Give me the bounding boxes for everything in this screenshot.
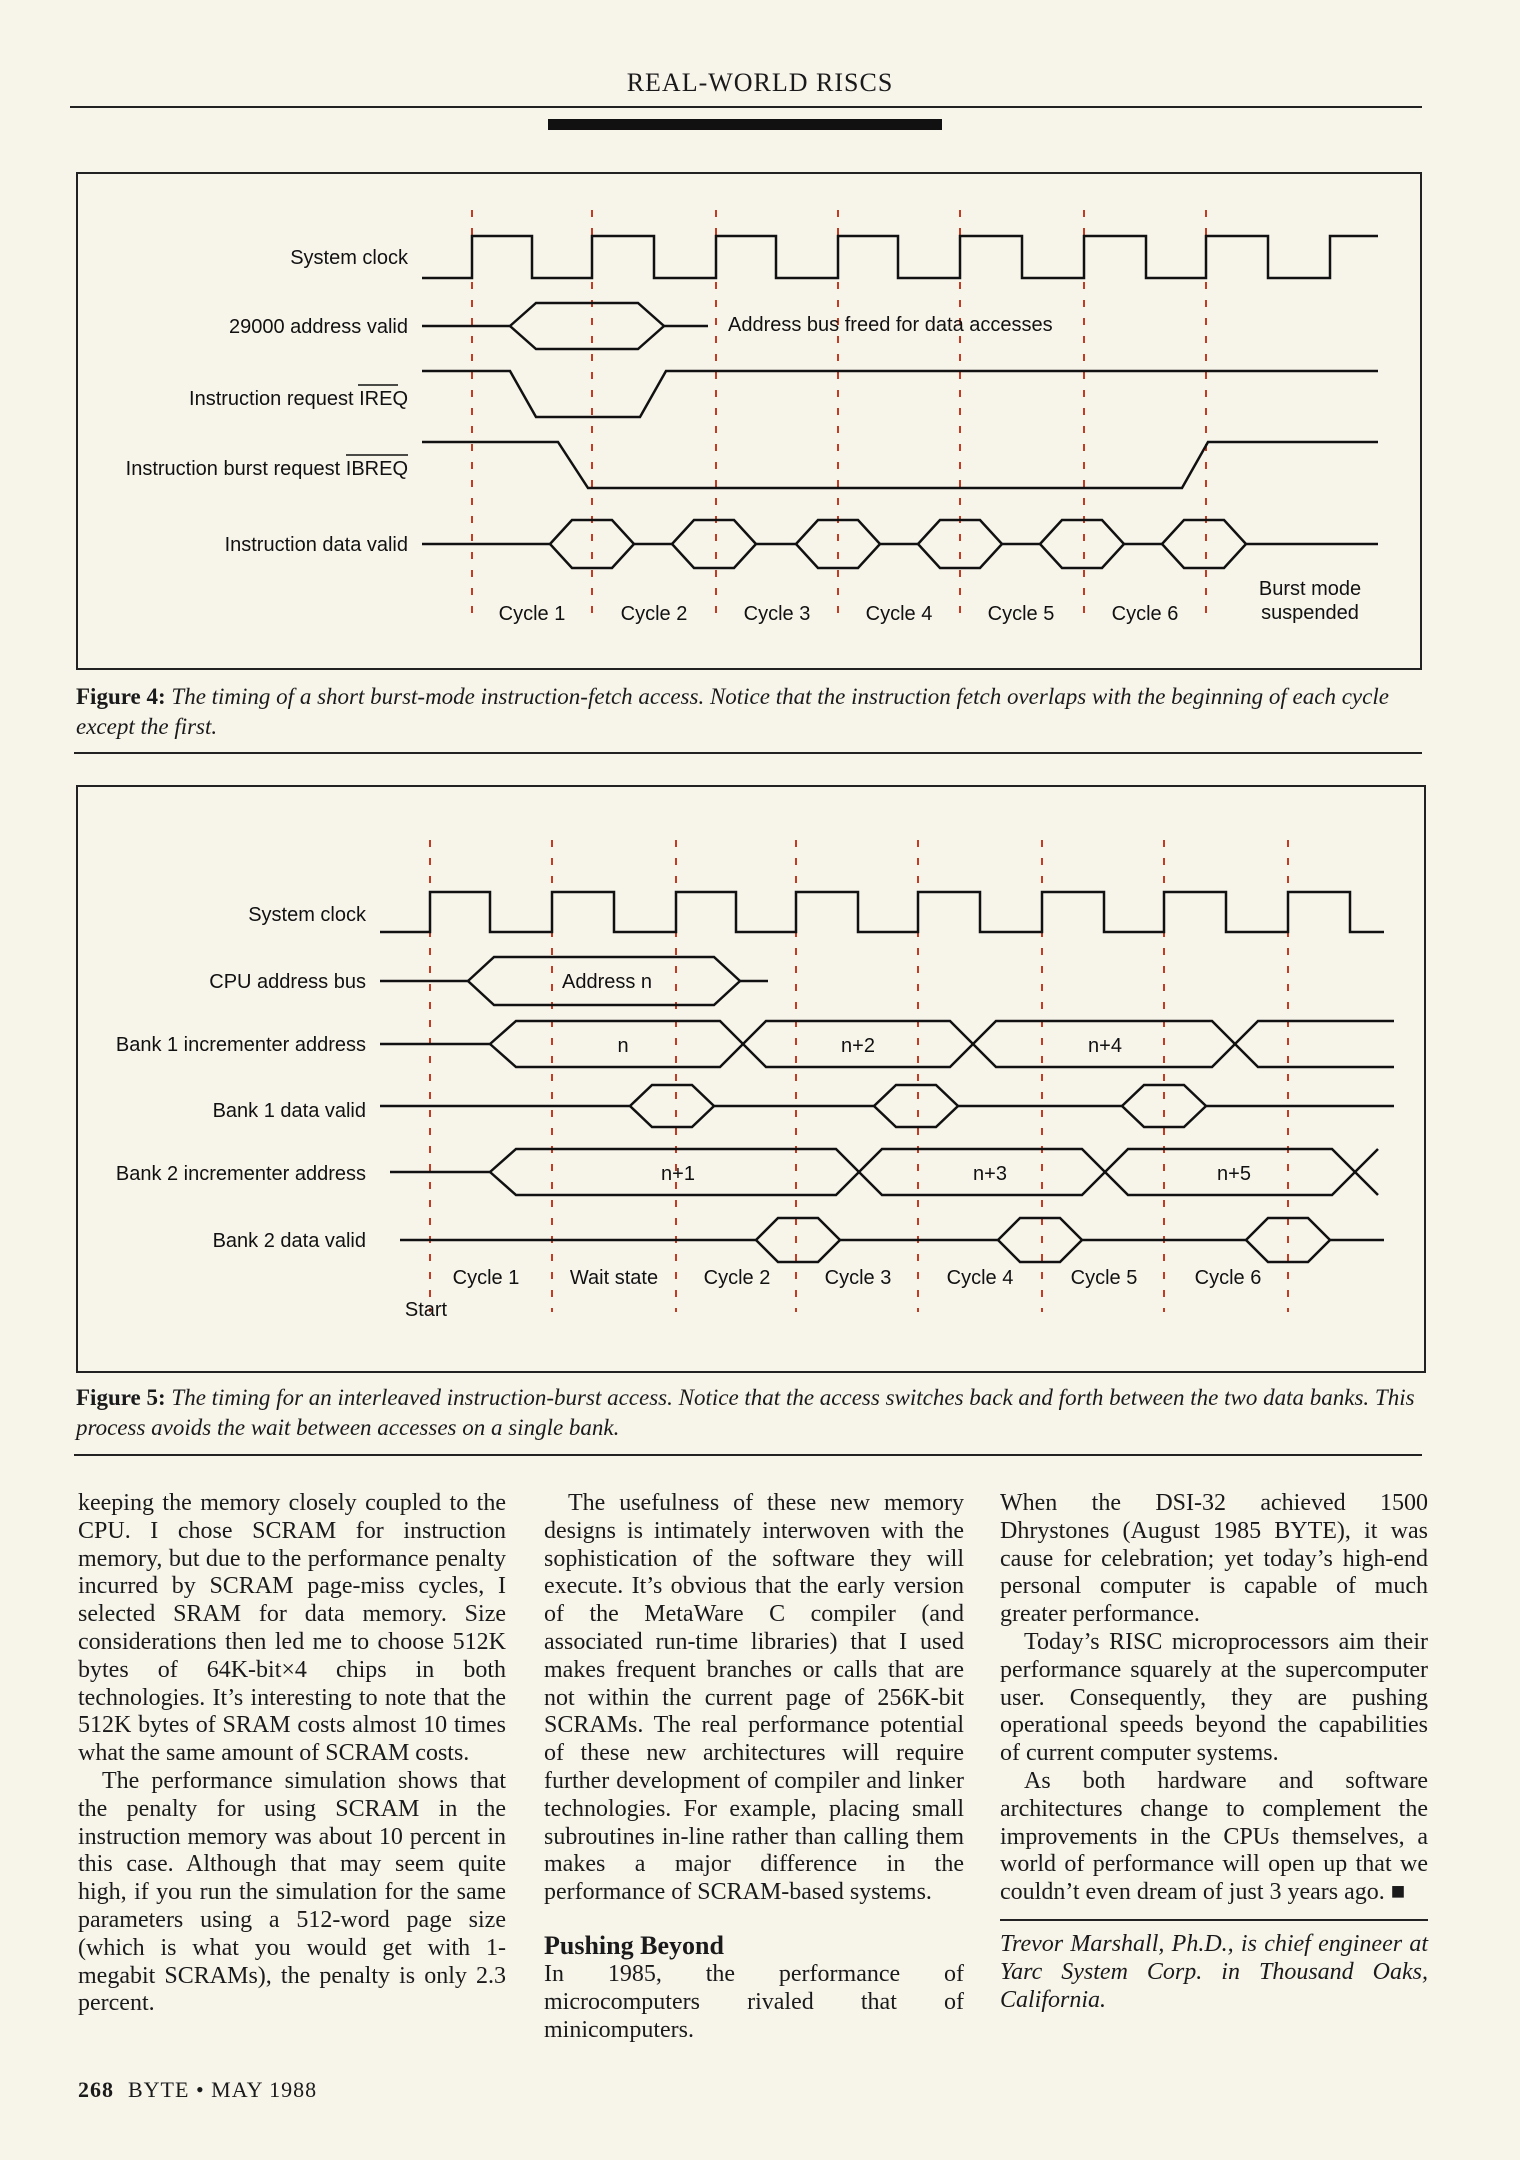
paragraph: Today’s RISC microprocessors aim their performance squarely at the supercomputer user. Consequently, they are pushing operational speeds beyond the capabilities of current computer systems. (1000, 1628, 1428, 1767)
fig5-cycle-label: Cycle 2 (703, 1267, 771, 1289)
fig4-label-address: 29000 address valid (228, 316, 408, 338)
fig5-cycle-label: Cycle 5 (1070, 1267, 1138, 1289)
fig4-cycle-label: Cycle 3 (743, 603, 811, 625)
fig4-cycle-label: Cycle 6 (1111, 603, 1179, 625)
fig5-cycle-label: Cycle 3 (824, 1267, 892, 1289)
fig5-cycle-label: Cycle 1 (452, 1267, 520, 1289)
fig4-cycle-label: Cycle 5 (987, 603, 1055, 625)
fig4-label-clock: System clock (290, 247, 408, 269)
fig5-cycle-label: Cycle 4 (946, 1267, 1014, 1289)
fig5-bank2-label: n+3 (973, 1163, 1007, 1185)
fig5-bank2-label: n+5 (1217, 1163, 1251, 1185)
running-header: REAL-WORLD RISCS (626, 68, 894, 97)
fig5-label-bank2-valid: Bank 2 data valid (212, 1230, 366, 1252)
fig5-label-bank1-valid: Bank 1 data valid (212, 1100, 366, 1122)
paragraph: The usefulness of these new memory designs is intimately interwoven with the sophistication of the software they will execute. It’s obvious that the early version of the MetaWare C compiler (and associated run-time libraries) that I used makes frequent branches or calls that are not within the current page of 256K-bit SCRAMs. The real performance potential of these new architectures will require further development of compiler and linker technologies. For example, placing small subroutines in-line rather than calling them makes a major difference in the performance of SCRAM-based systems. (544, 1490, 964, 1906)
article-column-1 (78, 1490, 506, 2018)
figure4-bottom-rule (74, 752, 1422, 754)
fig4-label-data: Instruction data valid (224, 534, 408, 556)
fig4-suspended-line2: suspended (1261, 602, 1359, 624)
figure5-bottom-rule (74, 1454, 1422, 1456)
figure4-caption-label: Figure 4: (76, 684, 166, 709)
fig4-ireq-wave (422, 371, 1378, 417)
fig4-clock-wave (422, 236, 1378, 278)
fig5-address-label: Address n (562, 971, 653, 993)
figure4-caption-text: The timing of a short burst-mode instruction-fetch access. Notice that the instruction fetch overlaps with the beginning of each cycle except the first. (76, 684, 1389, 739)
section-heading: Pushing Beyond (544, 1930, 724, 1960)
paragraph: In 1985, the performance of microcomputers rivaled that of minicomputers. (544, 1960, 964, 2043)
fig4-bus-note: Address bus freed for data accesses (728, 314, 1053, 336)
fig5-cycle-label: Wait state (569, 1267, 659, 1289)
fig4-label-ireq: Instruction request IREQ (189, 388, 408, 410)
paragraph: The performance simulation shows that the penalty for using SCRAM in the instruction memory was about 10 percent in this case. Although that may seem quite high, if you run the simulation for the same parameters using a 512-word page size (which is what you would get with 1-megabit SCRAMs), the penalty is only 2.3 percent. (78, 1767, 506, 2017)
article-column-2 (544, 1490, 964, 2044)
fig4-data-wave (422, 520, 1378, 568)
fig4-cycle-label: Cycle 4 (865, 603, 933, 625)
fig4-address-wave (422, 303, 708, 349)
author-bio-rule (1000, 1919, 1428, 1921)
figure5-frame (76, 785, 1426, 1373)
fig5-start-label: Start (404, 1299, 448, 1321)
figure5-caption-text: The timing for an interleaved instruction-burst access. Notice that the access switches back and forth between the two data banks. This process avoids the wait between accesses on a single bank. (76, 1385, 1415, 1440)
figure5-caption-label: Figure 5: (76, 1385, 166, 1410)
paragraph: As both hardware and software architectures change to complement the improvements in the CPUs themselves, a world of performance will open up that we couldn’t even dream of just 3 years ago. ■ (1000, 1767, 1428, 1906)
fig5-cycle-label: Cycle 6 (1194, 1267, 1262, 1289)
fig4-label-ibreq: Instruction burst request IBREQ (125, 458, 408, 480)
article-column-3 (1000, 1490, 1428, 2014)
paragraph: When the DSI-32 achieved 1500 Dhrystones (August 1985 BYTE), it was cause for celebration; yet today’s high-end personal computer is capable of much greater performance. (1000, 1490, 1428, 1628)
fig4-cycle-label: Cycle 2 (620, 603, 688, 625)
fig5-bank1-label: n+2 (841, 1035, 875, 1057)
fig4-ibreq-wave (422, 442, 1378, 488)
figure5-caption (76, 1383, 1416, 1443)
figure4-caption (76, 682, 1416, 742)
author-bio: Trevor Marshall, Ph.D., is chief engineer at Yarc System Corp. in Thousand Oaks, California. (1000, 1930, 1428, 2013)
fig5-label-bank2-addr: Bank 2 incrementer address (115, 1163, 366, 1185)
fig5-bank1-label: n (617, 1035, 629, 1057)
fig5-label-clock: System clock (248, 904, 366, 926)
fig5-bank2-label: n+1 (661, 1163, 695, 1185)
page-number: 268 (78, 2077, 114, 2102)
fig4-suspended-line1: Burst mode (1258, 578, 1362, 600)
magazine-issue: BYTE • MAY 1988 (128, 2077, 318, 2102)
fig5-label-address-bus: CPU address bus (209, 971, 366, 993)
fig5-label-bank1-addr: Bank 1 incrementer address (115, 1034, 366, 1056)
fig5-bank1-label: n+4 (1088, 1035, 1122, 1057)
page-footer (78, 2077, 317, 2103)
paragraph: keeping the memory closely coupled to the CPU. I chose SCRAM for instruction memory, but due to the performance penalty incurred by SCRAM page-miss cycles, I selected SRAM for data memory. Size considerations then led me to choose 512K bytes of 64K-bit×4 chips in both technologies. It’s interesting to note that the 512K bytes of SRAM costs almost 10 times what the same amount of SCRAM costs. (78, 1490, 506, 1767)
fig4-cycle-label: Cycle 1 (498, 603, 566, 625)
